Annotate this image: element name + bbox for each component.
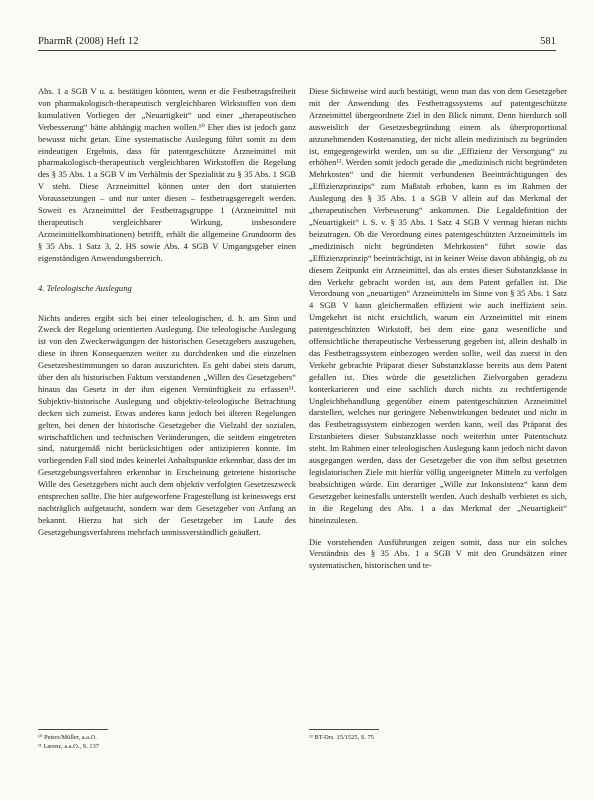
running-header — [38, 36, 556, 47]
footnote: ¹² BT-Drs. 15/1525, S. 75 — [309, 734, 374, 741]
header-rule — [38, 50, 556, 51]
right-paragraph-2: Die vorstehenden Ausführungen zeigen somit, dass nur ein solches Verständnis des § 35 Abs. 1 a SGB V mit den Grundsätzen einer systematischen, historischen und te- — [309, 536, 567, 571]
page-number: 581 — [540, 36, 556, 47]
left-column — [38, 86, 296, 539]
footnotes-right — [309, 734, 374, 743]
right-column — [309, 86, 567, 572]
right-paragraph-1: Diese Sichtweise wird auch bestätigt, wenn man das von dem Gesetzgeber mit der Anwendung des Festbetragssystems auf patentgeschützte Arzneimittel übergeordnete Ziel in den Blick nimmt. Denn hierdurch soll ausweislich der Gesetzesbegründung einem als überproportional anzunehmenden Kostenanstieg, der nicht allein medizinisch zu begründen ist, entgegengewirkt werden, um so die „Effizienz der Versorgung“ zu erhöhen¹². Werden somit jedoch gerade die „medizinisch nicht begründeten Mehrkosten“ und die hiermit verbundenen Beeinträchtigungen des „Effizienzprinzips“ zum Maßstab erhoben, kann es im Rahmen der Auslegung des § 35 Abs. 1 a SGB V allein auf das Merkmal der „therapeutischen Verbesserung“ ankommen. Die Legaldefinition der „Neuartigkeit“ i. S. v. § 35 Abs. 1 Satz 4 SGB V vermag hieran nichts beizutragen. Ob die Verordnung eines patentgeschützten Arzneimittels im „medizinisch nicht begründeten Mehrkosten“ führt sowie das „Effizienzprinzip“ beeinträchtigt, ist in keiner Weise davon abhängig, ob zu diesem Zeitpunkt ein Arzneimittel, das als erstes dieser Substanzklasse in den Verkehr gebracht worden ist, aus dem Patent gefallen ist. Die Verordnung von „neuartigen“ Arzneimitteln im Sinne von § 35 Abs. 1 Satz 4 SGB V kann gleichermaßen effizient wie auch ineffizient sein. Umgekehrt ist nicht ersichtlich, warum ein Arzneimittel mit einem patentgeschützten Wirkstoff, bei dem eine ganz wesentliche und offensichtliche therapeutische Verbesserung gegeben ist, allein deshalb in das Festbetragssystem einbezogen werden sollte, weil das zuerst in den Verkehr gebrachte Präparat dieser Substanzklasse bereits aus dem Patent gefallen ist. Dies würde die gesetzlichen Zielvorgaben geradezu konterkarieren und eine sachlich durch nichts zu rechtfertigende Ungleichbehandlung gegenüber einem patentgeschützten Arzneimittel darstellen, welches nur geringere Nebenwirkungen bedeutet und nicht in das Festbetragssystem einbezogen werden kann, weil das Präparat des Erstanbieters dieser Substanzklasse noch weiterhin unter Patentschutz steht. Im Rahmen einer teleologischen Auslegung kann jedoch nicht davon ausgegangen werden, dass der Gesetzgeber die von ihm selbst gesetzten legislatorischen Ziele mit hierfür völlig ungeeigneter Mitteln zu verfolgen beabsichtigen würde. Ein derartiger „Wille zur Inkonsistenz“ kann dem Gesetzgeber keinesfalls unterstellt werden. Auch deshalb verbietet es sich, in die Regelung des Abs. 1 a das Merkmal der „Neuartigkeit“ hineinzulesen. — [309, 86, 567, 525]
footnote: ¹⁰ Peters/Müller, a.a.O. — [38, 734, 97, 741]
left-paragraph-1: Abs. 1 a SGB V u. a. bestätigen könnten, wenn er die Festbetragsfreiheit von pharmakologisch-therapeutisch vergleichbaren Wirkstoffen von dem kumulativen Vorliegen der „Neuartigkeit“ und einer „therapeutischen Verbesserung“ hätte abhängig machen wollen.¹⁰ Eher dies ist jedoch ganz bewusst nicht getan. Eine systematische Auslegung führt somit zu dem eindeutigen Ergebnis, dass für patentgeschützte Arzneimittel mit pharmakologisch-therapeutisch vergleichbaren Wirkstoffen die Regelung des § 35 Abs. 1 a SGB V im Verhältnis der Spezialität zu § 35 Abs. 1 SGB V steht. Diese Arzneimittel können unter den dort statuierten Voraussetzungen – und nur unter diesen – festbetragsgeregelt werden. Soweit es Arzneimittel der Festbetragsgruppe 1 (Arzneimittel mit therapeutisch vergleichbarer Wirkung, insbesondere Arzneimittelkombinationen) betrifft, erhält die allgemeine Grundnorm des § 35 Abs. 1 Satz 3, 2. HS sowie Abs. 4 SGB V Umgangsgeber einen eigenständigen Anwendungsbereich. — [38, 86, 296, 263]
footnotes-left — [38, 734, 99, 751]
section-heading: 4. Teleologische Auslegung — [38, 282, 132, 293]
footnote: ¹¹ Larenz, a.a.O., S. 137 — [38, 742, 99, 750]
footnote-rule-left — [38, 729, 108, 730]
left-paragraph-2: Nichts anderes ergibt sich bei einer teleologischen, d. h. am Sinn und Zweck der Regelung orientierten Auslegung. Die teleologische Auslegung ist von den Zweckerwägungen der historischen Gesetzgebers auszugehen, diese in ihren Konsequenzen weiter zu durchdenken und die einzelnen Gesetzesbestimmungen so daran auszurichten. Es geht dabei stets darum, über den als historischen Faktum verstandenen „Willen des Gesetzgebers“ hinaus das Gesetz in der ihm eigenen Vernünftigkeit zu erfassen¹¹. Subjektiv-historische Auslegung und objektiv-teleologische Betrachtung decken sich zumeist. Etwas anderes kann jedoch bei älteren Regelungen gelten, bei denen der historische Gesetzgeber die Vielzahl der sozialen, wirtschaftlichen und technischen Veränderungen, die seitdem eingetreten sind, naturgemäß nicht berücksichtigen oder antizipieren konnte. Im vorliegenden Fall sind indes keinerlei Anhaltspunkte erkennbar, dass der im Gesetzgebungsverfahren erkennbar in Erscheinung getretene historische Wille des Gesetzgebers nicht auch dem objektiv verfolgten Gesetzeszweck entsprechen sollte. Die hier aufgeworfene Fragestellung ist keineswegs erst nachträglich aufgetaucht, sondern war dem Gesetzgeber von Anfang an bekannt. Hierzu hat sich der Gesetzgeber im Laufe des Gesetzgebungsverfahrens mehrfach unmissverständlich geäußert. — [38, 312, 296, 537]
journal-title: PharmR (2008) Heft 12 — [38, 36, 139, 47]
footnote-rule-right — [309, 729, 379, 730]
